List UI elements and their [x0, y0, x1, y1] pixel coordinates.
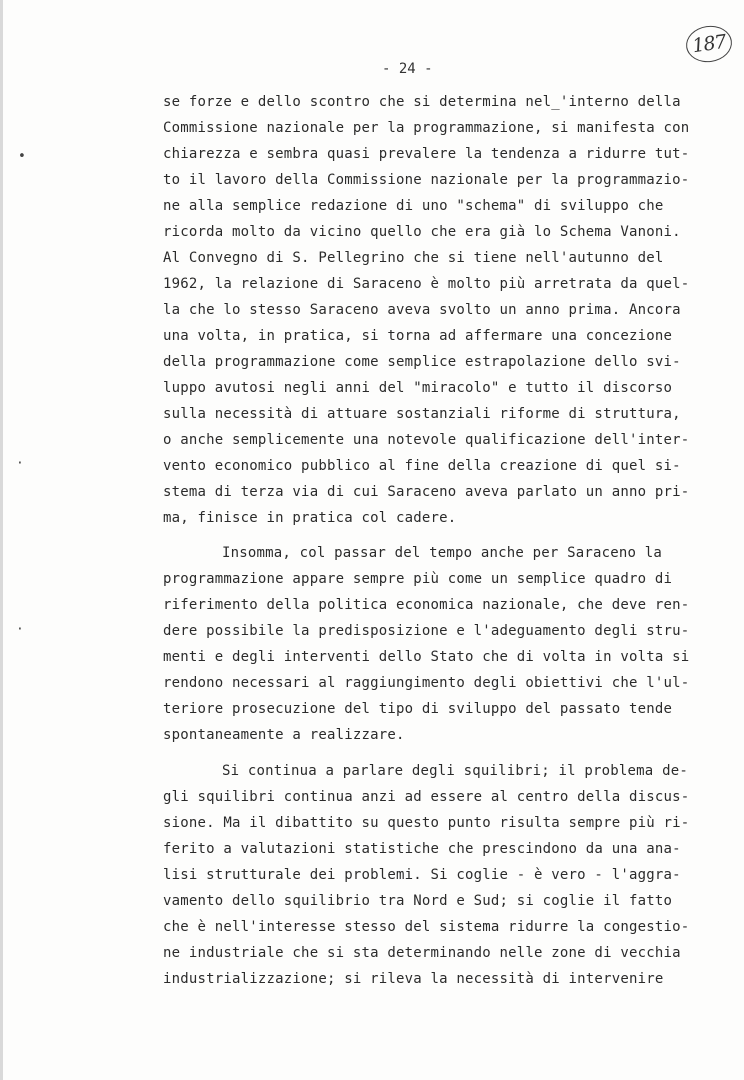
text-line: gli squilibri continua anzi ad essere al centro della discus-: [163, 789, 690, 805]
text-line: to il lavoro della Commissione nazionale per la programmazio-: [163, 172, 690, 188]
page-number: - 24 -: [382, 61, 433, 77]
text-line: dere possibile la predisposizione e l'adeguamento degli stru-: [163, 623, 690, 639]
text-line: menti e degli interventi dello Stato che di volta in volta si: [163, 649, 690, 665]
archive-number: 187: [690, 30, 727, 58]
text-line: Si continua a parlare degli squilibri; il problema de-: [222, 763, 688, 779]
text-line: spontaneamente a realizzare.: [163, 727, 405, 743]
text-line: rendono necessari al raggiungimento degli obiettivi che l'ul-: [163, 675, 690, 691]
text-line: luppo avutosi negli anni del "miracolo" e tutto il discorso: [163, 380, 673, 396]
text-line: 1962, la relazione di Saraceno è molto più arretrata da quel-: [163, 276, 690, 292]
text-line: programmazione appare sempre più come un semplice quadro di: [163, 571, 673, 587]
text-line: lisi strutturale dei problemi. Si coglie - è vero - l'aggra-: [163, 867, 681, 883]
text-line: Insomma, col passar del tempo anche per Saraceno la: [222, 545, 663, 561]
text-line: vamento dello squilibrio tra Nord e Sud; si coglie il fatto: [163, 893, 673, 909]
text-line: Commissione nazionale per la programmazione, si manifesta con: [163, 120, 690, 136]
text-line: la che lo stesso Saraceno aveva svolto un anno prima. Ancora: [163, 302, 681, 318]
text-line: Al Convegno di S. Pellegrino che si tiene nell'autunno del: [163, 250, 664, 266]
text-line: sione. Ma il dibattito su questo punto risulta sempre più ri-: [163, 815, 690, 831]
text-line: teriore prosecuzione del tipo di sviluppo del passato tende: [163, 701, 673, 717]
text-line: o anche semplicemente una notevole qualificazione dell'inter-: [163, 432, 690, 448]
text-line: riferimento della politica economica nazionale, che deve ren-: [163, 597, 690, 613]
text-line: stema di terza via di cui Saraceno aveva parlato un anno pri-: [163, 484, 690, 500]
text-line: ricorda molto da vicino quello che era già lo Schema Vanoni.: [163, 224, 681, 240]
text-line: se forze e dello scontro che si determina nel_'interno della: [163, 94, 681, 110]
margin-mark: •: [18, 149, 26, 164]
text-line: industrializzazione; si rileva la necessità di intervenire: [163, 971, 664, 987]
text-line: chiarezza e sembra quasi prevalere la tendenza a ridurre tut-: [163, 146, 690, 162]
text-line: ma, finisce in pratica col cadere.: [163, 510, 457, 526]
text-line: della programmazione come semplice estrapolazione dello svi-: [163, 354, 681, 370]
margin-mark: ·: [16, 622, 24, 637]
text-line: sulla necessità di attuare sostanziali riforme di struttura,: [163, 406, 681, 422]
text-line: vento economico pubblico al fine della creazione di quel si-: [163, 458, 681, 474]
text-line: ne alla semplice redazione di uno "schema" di sviluppo che: [163, 198, 664, 214]
text-line: che è nell'interesse stesso del sistema ridurre la congestio-: [163, 919, 690, 935]
text-line: ne industriale che si sta determinando nelle zone di vecchia: [163, 945, 681, 961]
text-line: una volta, in pratica, si torna ad affermare una concezione: [163, 328, 673, 344]
text-line: ferito a valutazioni statistiche che prescindono da una ana-: [163, 841, 681, 857]
margin-mark: ·: [16, 456, 24, 471]
